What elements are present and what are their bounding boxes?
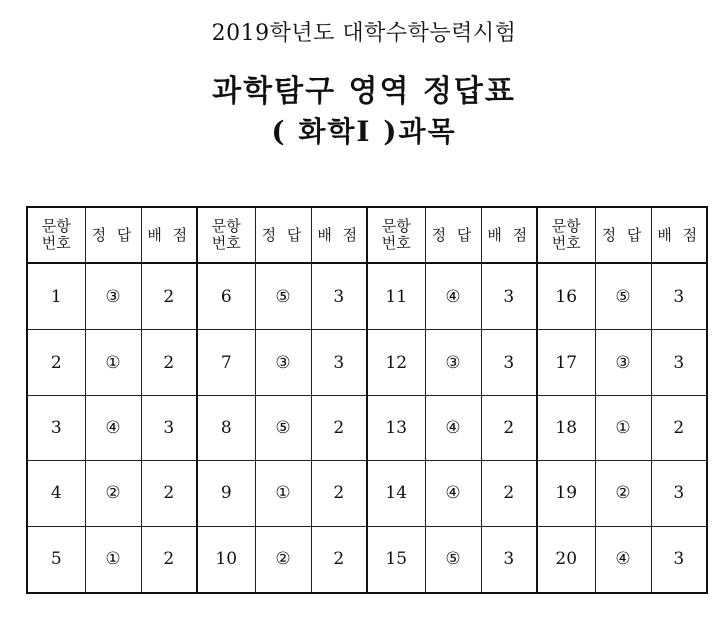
column-header-points: 배 점 (311, 207, 367, 263)
answer-cell: ② (85, 461, 141, 526)
answer-cell: ④ (425, 263, 481, 330)
answer-cell: ④ (425, 395, 481, 460)
answer-cell: ④ (425, 461, 481, 526)
answer-cell: ⑤ (255, 263, 311, 330)
question-number-cell: 12 (367, 330, 425, 395)
points-cell: 3 (651, 263, 707, 330)
answer-cell: ① (595, 395, 651, 460)
question-number-cell: 20 (537, 526, 595, 593)
column-header-points: 배 점 (141, 207, 197, 263)
answer-cell: ② (255, 526, 311, 593)
question-number-cell: 19 (537, 461, 595, 526)
table-row (27, 461, 707, 526)
exam-title: 2019학년도 대학수학능력시험 (211, 21, 517, 46)
question-number-cell: 8 (197, 395, 255, 460)
table-row (27, 263, 707, 330)
question-number-cell: 2 (27, 330, 85, 395)
page-title: 과학탐구 영역 정답표 (212, 74, 516, 109)
points-cell: 3 (311, 330, 367, 395)
points-cell: 2 (141, 263, 197, 330)
header-row (27, 207, 707, 263)
question-number-cell: 5 (27, 526, 85, 593)
question-number-cell: 9 (197, 461, 255, 526)
question-number-cell: 3 (27, 395, 85, 460)
question-header-line1: 문항 (211, 217, 241, 235)
answer-cell: ① (85, 330, 141, 395)
points-cell: 2 (141, 526, 197, 593)
answer-cell: ③ (595, 330, 651, 395)
question-number-cell: 15 (367, 526, 425, 593)
question-header-line2: 번호 (551, 234, 581, 252)
answer-cell: ① (85, 526, 141, 593)
subject-title: ( 화학Ⅰ )과목 (271, 115, 457, 148)
column-header-points: 배 점 (481, 207, 537, 263)
answer-cell: ③ (425, 330, 481, 395)
question-number-cell: 13 (367, 395, 425, 460)
table-row (27, 526, 707, 593)
question-number-cell: 11 (367, 263, 425, 330)
question-header-line2: 번호 (41, 234, 71, 252)
points-cell: 2 (481, 395, 537, 460)
answer-cell: ① (255, 461, 311, 526)
answer-cell: ③ (85, 263, 141, 330)
answer-cell: ④ (595, 526, 651, 593)
points-cell: 2 (311, 395, 367, 460)
column-header-question-number (27, 207, 85, 263)
question-number-cell: 4 (27, 461, 85, 526)
points-cell: 2 (141, 461, 197, 526)
question-header-line2: 번호 (381, 234, 411, 252)
question-number-cell: 18 (537, 395, 595, 460)
points-cell: 3 (311, 263, 367, 330)
question-header-line2: 번호 (211, 234, 241, 252)
question-number-cell: 7 (197, 330, 255, 395)
table-row (27, 330, 707, 395)
points-cell: 3 (651, 330, 707, 395)
question-number-cell: 16 (537, 263, 595, 330)
column-header-answer: 정 답 (425, 207, 481, 263)
points-cell: 3 (651, 526, 707, 593)
answer-cell: ⑤ (425, 526, 481, 593)
question-header-line1: 문항 (551, 217, 581, 235)
points-cell: 2 (311, 526, 367, 593)
answer-cell: ⑤ (595, 263, 651, 330)
question-header-line1: 문항 (381, 217, 411, 235)
question-number-cell: 14 (367, 461, 425, 526)
answer-cell: ④ (85, 395, 141, 460)
column-header-question-number (537, 207, 595, 263)
column-header-points: 배 점 (651, 207, 707, 263)
points-cell: 3 (651, 461, 707, 526)
question-number-cell: 6 (197, 263, 255, 330)
points-cell: 3 (481, 263, 537, 330)
points-cell: 2 (311, 461, 367, 526)
question-number-cell: 10 (197, 526, 255, 593)
points-cell: 2 (141, 330, 197, 395)
points-cell: 3 (481, 330, 537, 395)
answer-cell: ② (595, 461, 651, 526)
answer-cell: ⑤ (255, 395, 311, 460)
question-number-cell: 1 (27, 263, 85, 330)
question-number-cell: 17 (537, 330, 595, 395)
points-cell: 3 (141, 395, 197, 460)
column-header-answer: 정 답 (255, 207, 311, 263)
points-cell: 3 (481, 526, 537, 593)
question-header-line1: 문항 (41, 217, 71, 235)
points-cell: 2 (481, 461, 537, 526)
points-cell: 2 (651, 395, 707, 460)
column-header-question-number (197, 207, 255, 263)
column-header-answer: 정 답 (595, 207, 651, 263)
answer-cell: ③ (255, 330, 311, 395)
answer-key-table (26, 206, 708, 594)
column-header-answer: 정 답 (85, 207, 141, 263)
column-header-question-number (367, 207, 425, 263)
table-row (27, 395, 707, 460)
